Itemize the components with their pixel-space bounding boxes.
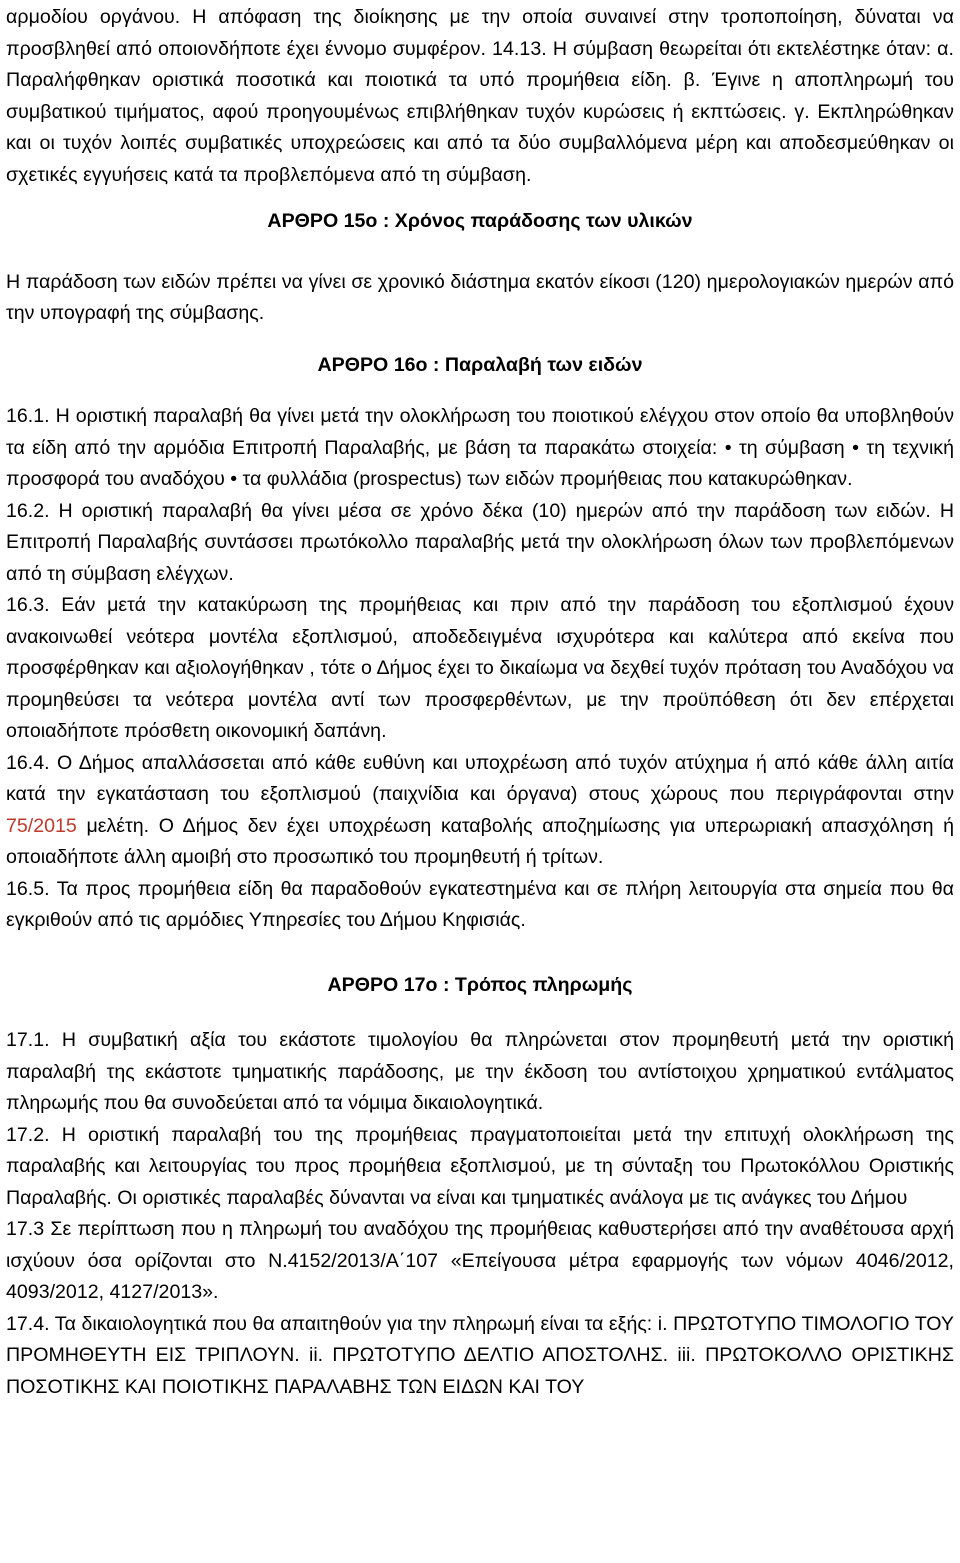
paragraph-17-2: 17.2. Η οριστική παραλαβή του της προμήθειας πραγματοποιείται μετά την επιτυχή ολοκλήρωση της παραλαβής και λειτουργίας του προς προμήθεια εξοπλισμού, με τη σύνταξη του Πρωτοκόλλου Οριστικής Παραλαβής. Οι οριστικές παραλαβές δύνανται να είναι και τμηματικές ανάλογα με τις ανάγκες του Δήμου <box>6 1123 954 1209</box>
paragraph-17-4: 17.4. Τα δικαιολογητικά που θα απαιτηθούν για την πληρωμή είναι τα εξής: i. ΠΡΩΤΟΤΥΠΟ ΤΙΜΟΛΟΓΙΟ ΤΟΥ ΠΡΟΜΗΘΕΥΤΗ ΕΙΣ ΤΡΙΠΛΟΥΝ. ii. ΠΡΩΤΟΤΥΠΟ ΔΕΛΤΙΟ ΑΠΟΣΤΟΛΗΣ. iii. ΠΡΩΤΟΚΟΛΛΟ ΟΡΙΣΤΙΚΗΣ ΠΟΣΟΤΙΚΗΣ ΚΑΙ ΠΟΙΟΤΙΚΗΣ ΠΑΡΑΛΑΒΗΣ ΤΩΝ ΕΙΔΩΝ ΚΑΙ ΤΟΥ <box>6 1312 954 1398</box>
paragraph-article14-part2: Εκπληρώθηκαν και οι τυχόν λοιπές συμβατικές υποχρεώσεις και από τα δύο συμβαλλόμενα μέρη και αποδεσμεύθηκαν οι σχετικές εγγυήσεις κατά τα προβλεπόμενα από τη σύμβαση. <box>6 100 955 186</box>
article17-heading: ΑΡΘΡΟ 17ο : Τρόπος πληρωμής <box>327 973 633 996</box>
paragraph-16-5: 16.5. Τα προς προμήθεια είδη θα παραδοθούν εγκατεστημένα και σε πλήρη λειτουργία στα σημεία που θα εγκριθούν από τις αρμόδιες Υπηρεσίες του Δήμου Κηφισιάς. <box>6 877 954 931</box>
paragraph-17-1: 17.1. Η συμβατική αξία του εκάστοτε τιμολογίου θα πληρώνεται στον προμηθευτή μετά την οριστική παραλαβή της εκάστοτε τμηματικής παράδοσης, με την έκδοση του αντίστοιχου χρηματικού εντάλματος πληρωμής που θα συνοδεύεται από τα νόμιμα δικαιολογητικά. <box>6 1029 954 1114</box>
paragraph-article14-end <box>6 2 954 191</box>
paragraph-16-4-end: μελέτη. Ο Δήμος δεν έχει υποχρέωση καταβολής αποζημίωσης για υπερωριακή απασχόληση ή οποιαδήποτε άλλη αμοιβή στο προσωπικό του προμηθευτή ή τρίτων. <box>6 814 954 868</box>
paragraph-16-1: 16.1. Η οριστική παραλαβή θα γίνει μετά την ολοκλήρωση του ποιοτικού ελέγχου στον οποίο θα υποβληθούν τα είδη από την αρμόδια Επιτροπή Παραλαβής, με βάση τα παρακάτω στοιχεία: • τη σύμβαση • τη τεχνική προσφορά του αναδόχου • τα φυλλάδια (prospectus) των ειδών προμήθειας που κατακυρώθηκαν. <box>6 405 954 490</box>
study-reference: 75/2015 <box>6 814 77 837</box>
article15-heading: ΑΡΘΡΟ 15ο : Χρόνος παράδοσης των υλικών <box>267 210 693 232</box>
paragraph-16-2: 16.2. Η οριστική παραλαβή θα γίνει μέσα σε χρόνο δέκα (10) ημερών από την παράδοση των ειδών. Η Επιτροπή Παραλαβής συντάσσει πρωτόκολλο παραλαβής μετά την ολοκλήρωση όλων των προβλεπόμενων από τη σύμβαση ελέγχων. <box>6 499 954 585</box>
paragraph-17-3: 17.3 Σε περίπτωση που η πληρωμή του αναδόχου της προμήθειας καθυστερήσει από την αναθέτουσα αρχή ισχύουν όσα ορίζονται στο Ν.4152/2013/Α΄107 «Επείγουσα μέτρα εφαρμογής των νόμων 4046/2012, 4093/2012, 4127/2013». <box>6 1218 954 1303</box>
paragraph-16-4 <box>6 748 954 874</box>
article15-body: Η παράδοση των ειδών πρέπει να γίνει σε χρονικό διάστημα εκατόν είκοσι (120) ημερολογιακών ημερών από την υπογραφή της σύμβασης. <box>6 270 954 324</box>
article16-heading: ΑΡΘΡΟ 16ο : Παραλαβή των ειδών <box>317 353 643 376</box>
paragraph-16-3: 16.3. Εάν μετά την κατακύρωση της προμήθειας και πριν από την παράδοση του εξοπλισμού έχουν ανακοινωθεί νεότερα μοντέλα εξοπλισμού, αποδεδειγμένα ισχυρότερα και καλύτερα από εκείνα που προσφέρθηκαν και αξιολογήθηκαν , τότε ο Δήμος έχει το δικαίωμα να δεχθεί τυχόν πρόταση του Αναδόχου να προμηθεύσει τα νεότερα μοντέλα αντί των προσφερθέντων, με την προϋπόθεση ότι δεν επέρχεται οποιαδήποτε πρόσθετη οικονομική δαπάνη. <box>6 594 954 742</box>
paragraph-16-4-start: 16.4. Ο Δήμος απαλλάσσεται από κάθε ευθύνη και υποχρέωση από τυχόν ατύχημα ή από κάθε άλλη αιτία κατά την εγκατάσταση του εξοπλισμού (παιχνίδια και όργανα) στους χώρους που περιγράφονται στην <box>6 751 954 805</box>
paragraph-article14-part1: αρμοδίου οργάνου. Η απόφαση της διοίκησης με την οποία συναινεί στην τροποποίηση, δύναται να προσβληθεί από οποιονδήποτε έχει έννομο συμφέρον. 14.13. Η σύμβαση θεωρείται ότι εκτελέστηκε όταν: α. Παραλήφθηκαν οριστικά ποσοτικά και ποιοτικά τα υπό προμήθεια είδη. β. Έγινε η αποπληρωμή του συμβατικού τιμήματος, αφού προηγουμένως επιβλήθηκαν τυχόν κυρώσεις ή εκπτώσεις. γ. <box>6 6 954 123</box>
